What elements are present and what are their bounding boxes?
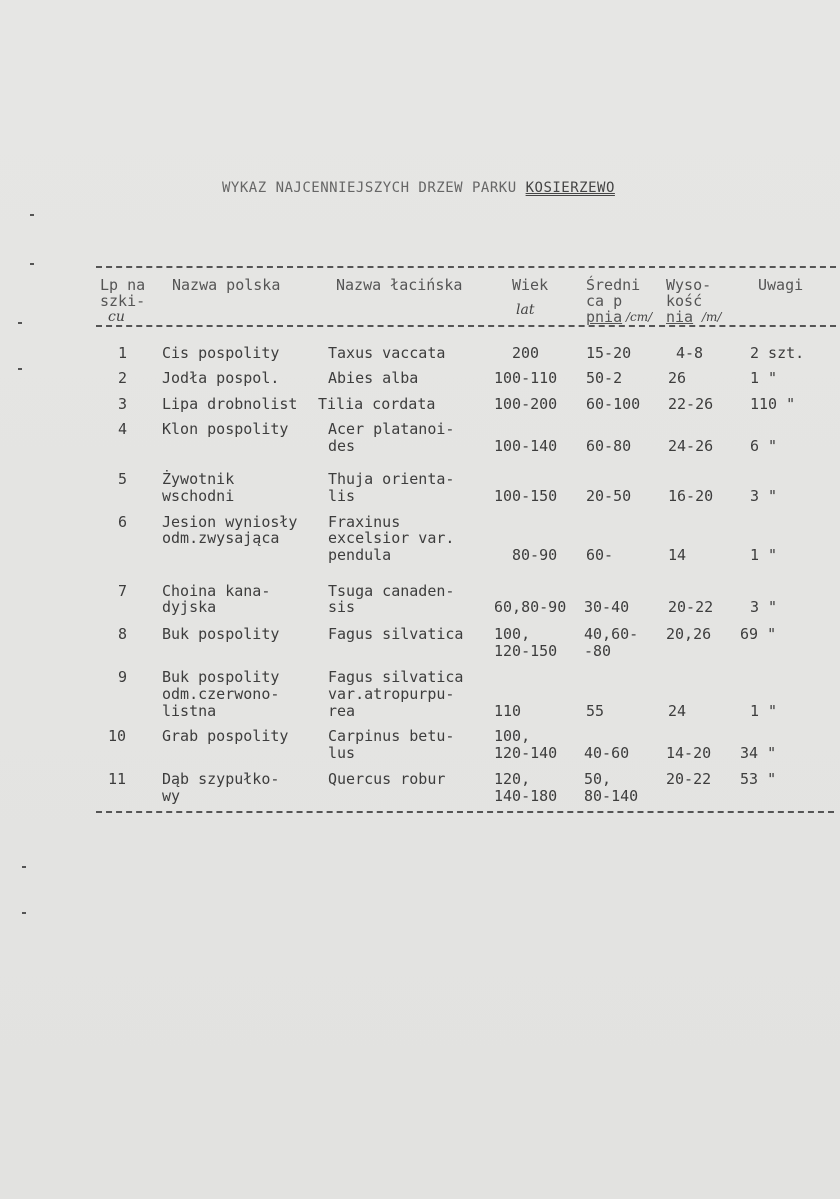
row-2-wiek: 100-110 (494, 369, 558, 387)
row-1-uwagi: 2 szt. (750, 344, 805, 362)
row-9-wysokosc: 24 (668, 702, 687, 720)
row-10-wysokosc: 14-20 (666, 744, 712, 762)
row-8-srednica-2: -80 (584, 642, 612, 660)
row-2-uwagi: 1 " (750, 369, 778, 387)
row-9-wiek: 110 (494, 702, 522, 720)
row-11-lacinska: Quercus robur (328, 770, 446, 788)
row-1-wysokosc: 4-8 (676, 344, 704, 362)
row-11-wiek-2: 140-180 (494, 787, 558, 805)
row-10-wiek-1: 100, (494, 727, 531, 745)
row-11-uwagi: 53 " (740, 770, 777, 788)
row-3-polska: Lipa drobnolist (162, 395, 298, 413)
row-9-lacinska-2: var.atropurpu- (328, 685, 455, 703)
row-2-polska: Jodła pospol. (162, 369, 280, 387)
row-11-srednica-2: 80-140 (584, 787, 639, 805)
row-4-lp: 4 (118, 420, 128, 438)
header-rule (96, 325, 836, 327)
row-8-wiek-2: 120-150 (494, 642, 558, 660)
row-5-lacinska-1: Thuja orienta- (328, 470, 455, 488)
row-9-lp: 9 (118, 668, 128, 686)
row-10-uwagi: 34 " (740, 744, 777, 762)
row-10-srednica: 40-60 (584, 744, 630, 762)
row-9-polska-3: listna (162, 702, 217, 720)
row-1-lp: 1 (118, 344, 128, 362)
row-11-wiek-1: 120, (494, 770, 531, 788)
row-10-wiek-2: 120-140 (494, 744, 558, 762)
row-2-srednica: 50-2 (586, 369, 623, 387)
row-4-uwagi: 6 " (750, 437, 778, 455)
row-4-polska: Klon pospolity (162, 420, 289, 438)
row-6-lp: 6 (118, 513, 128, 531)
row-6-polska-1: Jesion wyniosły (162, 513, 298, 531)
row-6-polska-2: odm.zwysająca (162, 529, 280, 547)
row-2-lp: 2 (118, 369, 128, 387)
row-8-polska: Buk pospolity (162, 625, 280, 643)
row-10-lacinska-2: lus (328, 744, 356, 762)
row-2-lacinska: Abies alba (328, 369, 419, 387)
row-11-polska-2: wy (162, 787, 181, 805)
row-8-wysokosc: 20,26 (666, 625, 712, 643)
row-5-polska-2: wschodni (162, 487, 235, 505)
row-10-lacinska-1: Carpinus betu- (328, 727, 455, 745)
header-srednica-handwritten: /cm/ (626, 310, 653, 324)
header-srednica-line-2: ca p (586, 292, 623, 310)
row-10-lp: 10 (108, 727, 127, 745)
row-6-uwagi: 1 " (750, 546, 778, 564)
row-7-polska-2: dyjska (162, 598, 217, 616)
row-8-srednica-1: 40,60- (584, 625, 639, 643)
header-wiek: Wiek (512, 276, 549, 294)
row-4-wysokosc: 24-26 (668, 437, 714, 455)
row-3-lacinska: Tilia cordata (318, 395, 436, 413)
margin-speck (22, 912, 26, 914)
row-11-wysokosc: 20-22 (666, 770, 712, 788)
header-lp-line-1: Lp na (100, 276, 146, 294)
row-9-srednica: 55 (586, 702, 605, 720)
header-wysokosc-line-3: nia (666, 308, 694, 326)
row-7-lacinska-2: sis (328, 598, 356, 616)
row-8-wiek-1: 100, (494, 625, 531, 643)
header-nazwa-lacinska: Nazwa łacińska (336, 276, 463, 294)
row-9-uwagi: 1 " (750, 702, 778, 720)
header-lp-line-2: szki- (100, 292, 146, 310)
row-3-srednica: 60-100 (586, 395, 641, 413)
row-7-srednica: 30-40 (584, 598, 630, 616)
margin-speck (18, 368, 22, 370)
bottom-rule (96, 811, 834, 813)
row-1-srednica: 15-20 (586, 344, 632, 362)
row-4-lacinska-1: Acer platanoi- (328, 420, 455, 438)
header-wysokosc-line-2: kość (666, 292, 703, 310)
row-9-polska-2: odm.czerwono- (162, 685, 280, 703)
row-11-srednica-1: 50, (584, 770, 612, 788)
row-7-wiek: 60,80-90 (494, 598, 567, 616)
row-6-srednica: 60- (586, 546, 614, 564)
document-title (222, 180, 615, 196)
header-uwagi: Uwagi (758, 276, 804, 294)
margin-speck (30, 214, 34, 216)
margin-speck (30, 263, 34, 265)
row-3-wiek: 100-200 (494, 395, 558, 413)
row-11-polska-1: Dąb szypułko- (162, 770, 280, 788)
row-5-srednica: 20-50 (586, 487, 632, 505)
row-7-uwagi: 3 " (750, 598, 778, 616)
row-4-wiek: 100-140 (494, 437, 558, 455)
header-srednica-line-3: pnia (586, 308, 623, 326)
margin-speck (18, 322, 22, 324)
top-rule (96, 266, 836, 268)
row-11-lp: 11 (108, 770, 127, 788)
header-wysokosc-handwritten: /m/ (702, 310, 722, 324)
row-6-lacinska-2: excelsior var. (328, 529, 455, 547)
row-7-polska-1: Choina kana- (162, 582, 271, 600)
row-1-lacinska: Taxus vaccata (328, 344, 446, 362)
header-wiek-handwritten: lat (516, 302, 535, 318)
row-7-lp: 7 (118, 582, 128, 600)
row-8-lp: 8 (118, 625, 128, 643)
row-7-lacinska-1: Tsuga canaden- (328, 582, 455, 600)
header-lp-handwritten: cu (108, 309, 125, 325)
row-8-lacinska: Fagus silvatica (328, 625, 464, 643)
row-2-wysokosc: 26 (668, 369, 687, 387)
header-srednica-line-1: Średni (586, 276, 641, 294)
header-wysokosc-line-1: Wyso- (666, 276, 712, 294)
row-3-uwagi: 110 " (750, 395, 796, 413)
header-nazwa-polska: Nazwa polska (172, 276, 281, 294)
title-prefix: WYKAZ NAJCENNIEJSZYCH DRZEW PARKU (222, 180, 517, 196)
row-10-polska: Grab pospolity (162, 727, 289, 745)
title-place: KOSIERZEWO (525, 180, 615, 196)
row-5-uwagi: 3 " (750, 487, 778, 505)
row-9-lacinska-1: Fagus silvatica (328, 668, 464, 686)
row-5-polska-1: Żywotnik (162, 470, 235, 488)
row-5-lacinska-2: lis (328, 487, 356, 505)
row-6-lacinska-3: pendula (328, 546, 392, 564)
row-3-lp: 3 (118, 395, 128, 413)
row-3-wysokosc: 22-26 (668, 395, 714, 413)
row-6-wysokosc: 14 (668, 546, 687, 564)
row-1-polska: Cis pospolity (162, 344, 280, 362)
row-6-wiek: 80-90 (512, 546, 558, 564)
row-5-lp: 5 (118, 470, 128, 488)
row-4-srednica: 60-80 (586, 437, 632, 455)
row-6-lacinska-1: Fraxinus (328, 513, 401, 531)
row-1-wiek: 200 (512, 344, 540, 362)
row-4-lacinska-2: des (328, 437, 356, 455)
row-9-lacinska-3: rea (328, 702, 356, 720)
row-5-wysokosc: 16-20 (668, 487, 714, 505)
row-8-uwagi: 69 " (740, 625, 777, 643)
row-5-wiek: 100-150 (494, 487, 558, 505)
margin-speck (22, 866, 26, 868)
row-9-polska-1: Buk pospolity (162, 668, 280, 686)
row-7-wysokosc: 20-22 (668, 598, 714, 616)
